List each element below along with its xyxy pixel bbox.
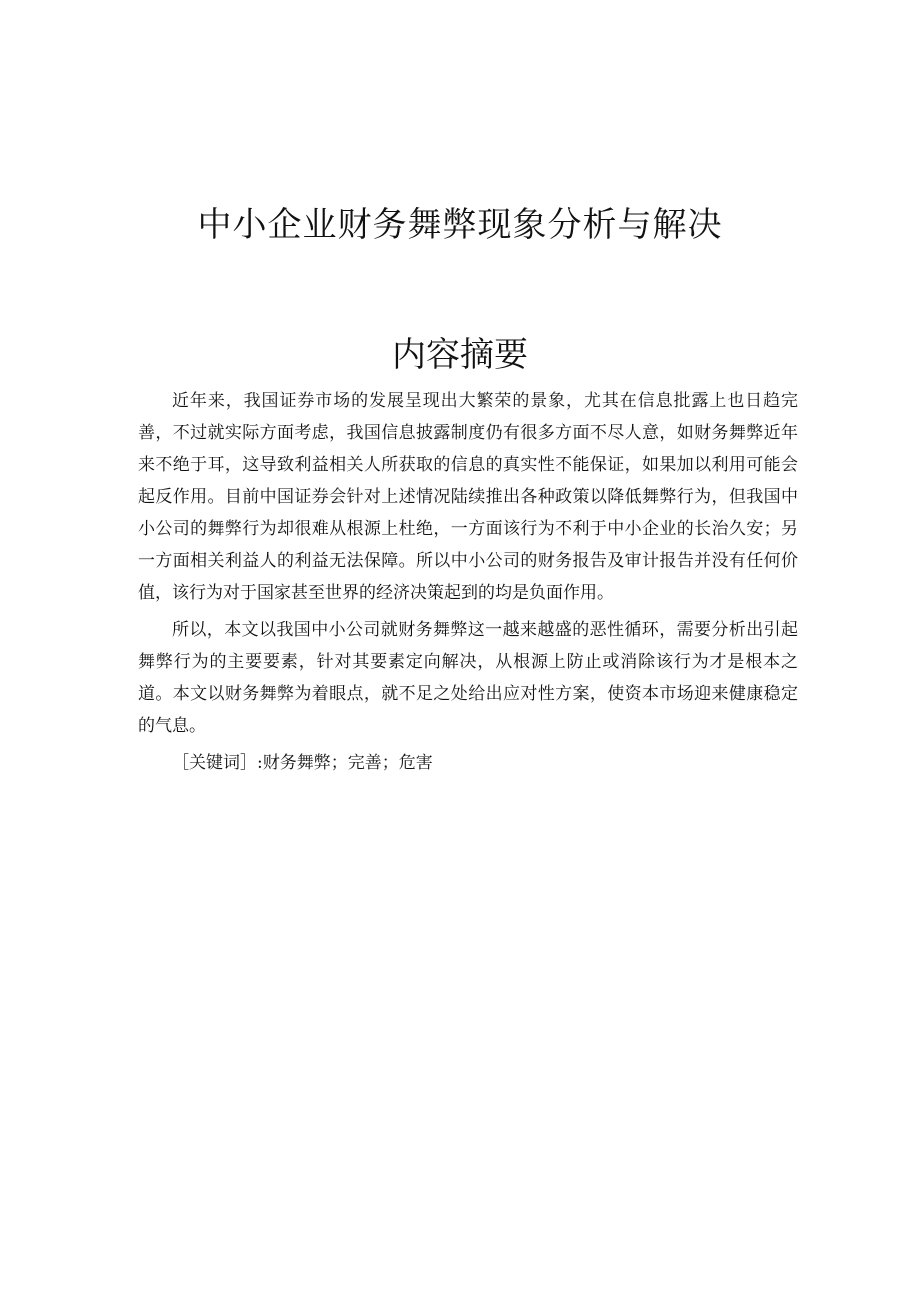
keywords-line: ［关键词］:财务舞弊；完善；危害 [172, 753, 433, 773]
abstract-paragraph-1: 近年来，我国证券市场的发展呈现出大繁荣的景象，尤其在信息批露上也日趋完善，不过就实际方面考虑，我国信息披露制度仍有很多方面不尽人意，如财务舞弊近年来不绝于耳，这导致利益相关人所获取的信息的真实性不能保证，如果加以利用可能会起反作用。目前中国证券会针对上述情况陆续推出各种政策以降低舞弊行为，但我国中小公司的舞弊行为却很难从根源上杜绝，一方面该行为不利于中小企业的长治久安；另一方面相关利益人的利益无法保障。所以中小公司的财务报告及审计报告并没有任何价值，该行为对于国家甚至世界的经济决策起到的均是负面作用。 [138, 391, 798, 603]
abstract-paragraph-2: 所以，本文以我国中小公司就财务舞弊这一越来越盛的恶性循环，需要分析出引起舞弊行为的主要要素，针对其要素定向解决，从根源上防止或消除该行为才是根本之道。本文以财务舞弊为着眼点，就不足之处给出应对性方案，使资本市场迎来健康稳定的气息。 [138, 620, 798, 736]
abstract-heading: 内容摘要 [392, 335, 528, 375]
abstract-body [138, 385, 798, 779]
document-title: 中小企业财务舞弊现象分析与解决 [197, 205, 723, 245]
